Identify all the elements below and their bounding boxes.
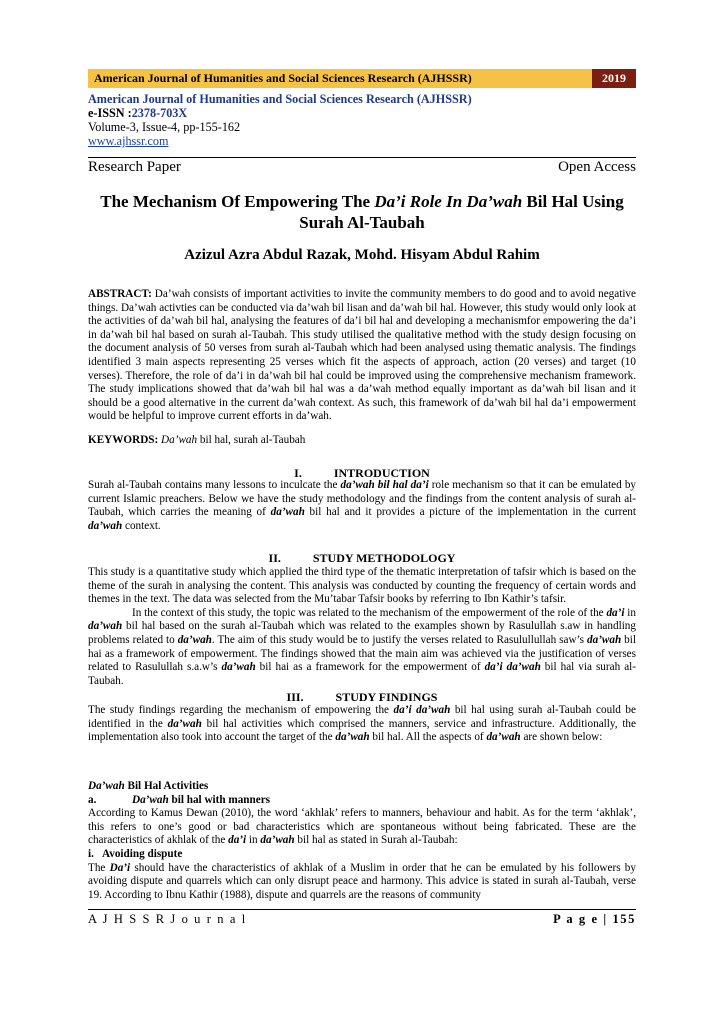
text-run: bil hal as stated in Surah al-Taubah: [294,834,458,847]
section-title: INTRODUCTION [333,466,430,480]
introduction-paragraph [88,479,636,533]
text-emphasis: da’wah [88,620,123,633]
text-emphasis: da’wah [167,717,202,730]
methodology-text [88,566,636,688]
subsection-a-text [88,807,636,848]
author-list: Azizul Azra Abdul Razak, Mohd. Hisyam Abdul Rahim [184,247,540,263]
paper-type: Research Paper [88,159,181,175]
text-run: The [88,861,110,874]
text-run: are shown below: [520,731,603,744]
text-emphasis: da’wah [270,506,305,519]
text-run: in [246,834,261,847]
paper-title [88,191,636,233]
text-emphasis: da’wah [88,519,123,532]
subsection-letter: a. [88,793,97,806]
journal-name: American Journal of Humanities and Social Sciences Research (AJHSSR) [88,92,472,106]
subsection-i-text [88,862,636,903]
text-emphasis: Da’wah [88,780,125,792]
text-run: role mechanism so that it can be emulated by current Islamic preachers. Below we have the study methodology and the findings from the content analysis of surah al-Taubah, which carries the meaning of [88,479,637,519]
text-run: The study findings regarding the mechanism of empowering the [88,704,394,716]
text-emphasis: da’i da’wah [484,661,541,674]
footer-page-number: P a g e | 155 [553,912,636,926]
subsection-i-heading [88,848,636,862]
subsection-number: i. [88,847,94,860]
text-run: According to Kamus Dewan (2010), the word ‘akhlak’ refers to manners, behaviour and habit. As for the term ‘akhlak’, this refers to one’s good or bad characteristics which are spontaneous without being fabricated. These are the characteristics of akhlak of the [88,807,636,847]
subsection-activities [88,780,636,902]
text-run: Bil Hal Activities [124,780,209,792]
text-run: in [624,606,637,619]
volume-line: Volume-3, Issue-4, pp-155-162 [88,120,241,134]
text-emphasis: da’wah [335,731,370,744]
methodology-paragraph-2 [88,607,636,689]
text-emphasis: da’wah [587,633,622,646]
text-emphasis: da’wah [486,731,521,744]
access-type: Open Access [558,159,636,175]
findings-paragraph [88,704,636,745]
section-number: II. [268,551,281,565]
text-emphasis: da’i da’wah [393,704,451,716]
section-title: STUDY FINDINGS [335,690,438,704]
paper-type-row [88,157,636,176]
text-run: Surah al-Taubah contains many lessons to inculcate the [88,479,341,491]
text-run: bil hal. All the aspects of [369,731,487,744]
text-run: context. [122,519,161,532]
keywords [88,434,636,448]
journal-url-link[interactable]: www.ajhssr.com [88,134,169,148]
journal-banner [88,69,636,88]
title-part-2: Bil Hal Using Surah Al-Taubah [299,192,624,232]
issn-line [88,106,472,120]
issn-number: 2378-703X [131,106,188,120]
banner-journal-name: American Journal of Humanities and Social Sciences Research (AJHSSR) [94,71,472,85]
abstract-text: Da’wah consists of important activities to invite the community members to do good and to avoid negative things. Da’wah activties can be conducted via da’wah bil lisan and da’wah bil hal. However, this study would only look at the activities of da’wah bil hal, analysing the features of da’i bil hal and developing a mechanismfor empowering the da’i in da’wah bil hal based on surah al-Taubah. This study utilised the qualitative method with the study design focusing on the document analysis of 50 verses from surah al-Taubah which had been analysed using thematic analysis. The findings identified 3 main aspects representing 25 verses which fit the aspects of approach, action (20 verses) and target (10 verses). Therefore, the role of da’i in da’wah bil hal could be improved using the comprehensive mechanism framework. The study implications showed that da’wah bil hal was a da’wah method equally important as da’wah bil lisan and it should be a good alternative in the current da’wah context. As such, this framework of da’wah bil hal da’i empowerment would be helpful to improve current efforts in da’wah. [88,288,636,423]
methodology-paragraph-1: This study is a quantitative study which applied the third type of the thematic interpretation of tafsir which is based on the theme of the surah in analysing the content. This analysis was conducted by counting the frequency of certain words and themes in the text. The data was selected from the Mu’tabar Tafsir books by referring to Ibn Kathir’s tafsir. [88,566,636,606]
text-run: In the context of this study, the topic was related to the mechanism of the empowerment of the role of the [132,606,607,619]
subsection-heading [88,780,636,794]
text-run: . The aim of this study would be to justify the verses related to Rasulullullah saw’s [211,633,587,646]
section-number: I. [294,466,302,480]
banner-year: 2019 [592,69,636,88]
text-run: bil hal activities which comprised the manners, service and infrastructure. Additionally, the implementation also took into account the target of the [88,717,636,744]
section-number: III. [286,690,304,704]
keywords-text: bil hal, surah al-Taubah [197,434,306,446]
text-run: bil hai as a framework of empowerment. The findings showed that the main aim was achieved via the justification of verses related to Rasulullah s.a.w’s [88,633,636,674]
text-emphasis: da’wah [260,834,295,847]
section-heading-methodology [88,551,636,566]
text-emphasis: da’wah [177,633,212,646]
title-italic: Da’i Role In Da’wah [374,192,523,211]
abstract-label: ABSTRACT: [88,288,152,300]
text-run: bil hai as a framework for the empowerment of [255,661,485,674]
journal-info [88,92,472,148]
keywords-label: KEYWORDS: [88,434,159,446]
text-run: bil hal using surah al-Taubah could be identified in the [88,704,636,730]
text-emphasis: da’i [228,834,247,847]
title-part-1: The Mechanism Of Empowering The [100,192,375,211]
text-run: bil hal based on the surah al-Taubah which was related to the examples shown by Rasulullah s.aw in handling problems related to [88,620,636,646]
issn-label: e-ISSN : [88,106,132,120]
text-run: bil hal via surah al-Taubah. [88,661,636,687]
text-emphasis: da’i [606,606,625,619]
footer-journal: A J H S S R J o u r n a l [88,912,247,926]
text-run: Avoiding dispute [102,847,183,860]
abstract [88,288,636,424]
text-emphasis: Da’i [109,861,131,874]
section-heading-findings [88,690,636,705]
subsection-a-heading [88,794,636,808]
section-title: STUDY METHODOLOGY [312,551,456,565]
text-run: bil hal and it provides a picture of the implementation in the current [304,506,636,519]
page-footer [88,909,636,927]
text-run: bil hal with manners [168,793,271,806]
keywords-italic: Da’wah [161,434,198,446]
text-emphasis: da’wah [221,661,256,674]
text-emphasis: Da’wah [132,793,169,806]
text-emphasis: da’wah bil hal da’i [340,479,429,491]
text-run: should have the characteristics of akhlak of a Muslim in order that he can be emulated by his followers by avoiding dispute and quarrels which can only disrupt peace and harmony. This advice is stated in surah al-Taubah, verse 19. According to Ibnu Kathir (1988), dispute and quarrels are the reasons of community [88,861,636,901]
